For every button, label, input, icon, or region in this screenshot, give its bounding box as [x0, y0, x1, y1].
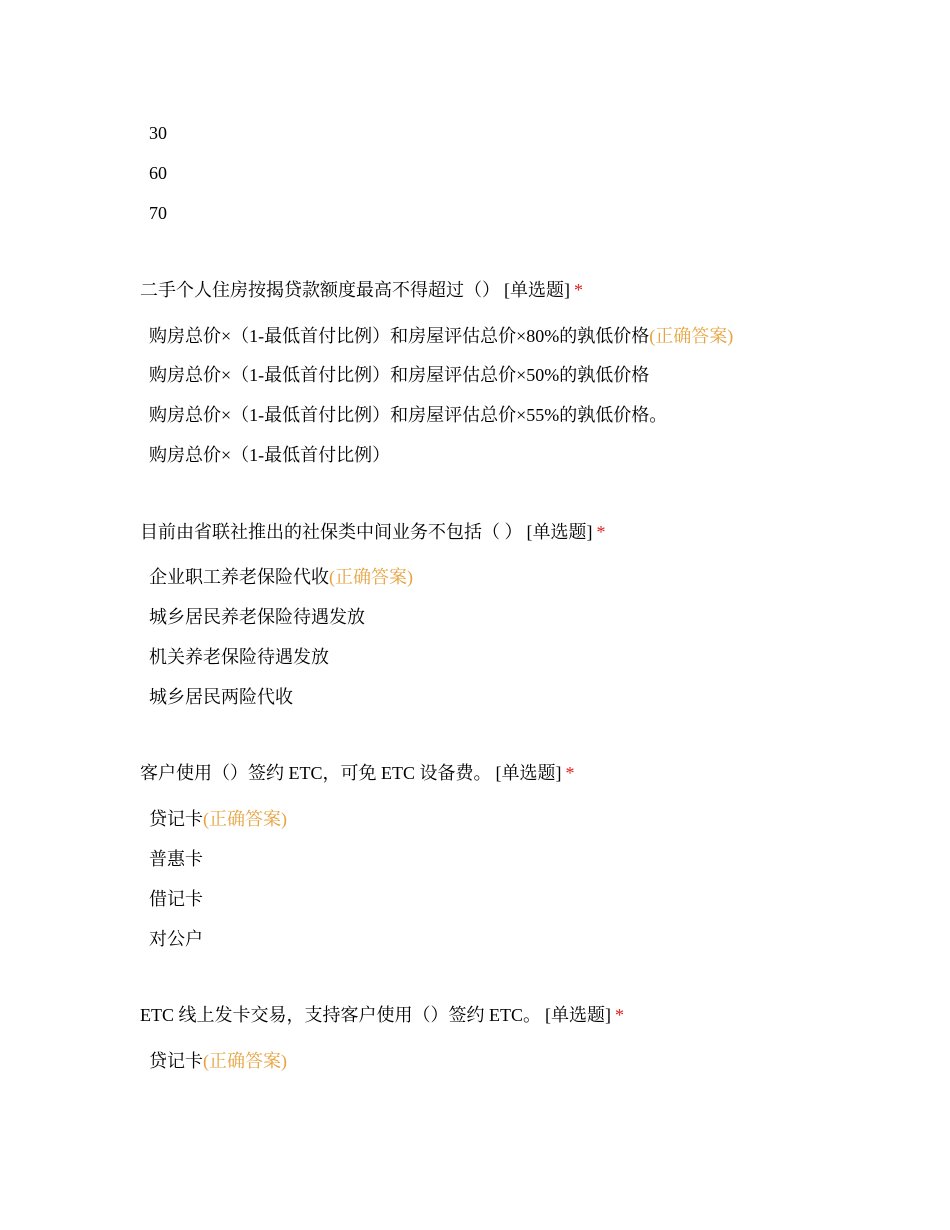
question-title: [140, 761, 575, 785]
option-label: 城乡居民两险代收: [149, 687, 293, 707]
required-mark: *: [596, 522, 606, 542]
correct-answer-tag: (正确答案): [329, 567, 413, 587]
correct-answer-tag: (正确答案): [649, 326, 734, 346]
list-item: [149, 565, 413, 589]
list-item: [149, 1049, 287, 1073]
required-mark: *: [574, 280, 583, 300]
option-label: 购房总价×（1-最低首付比例）: [149, 445, 391, 465]
question-text: 客户使用（）签约 ETC，可免 ETC 设备费。: [140, 763, 492, 783]
question-type: [单选题]: [545, 1005, 611, 1025]
question-text: ETC 线上发卡交易，支持客户使用（）签约 ETC。: [140, 1005, 541, 1025]
option-label: 购房总价×（1-最低首付比例）和房屋评估总价×50%的孰低价格: [149, 365, 650, 385]
option-label: 企业职工养老保险代收: [149, 567, 329, 587]
option-label: 对公户: [149, 929, 203, 949]
question-text: 二手个人住房按揭贷款额度最高不得超过（）: [140, 280, 500, 300]
option-label: 60: [149, 163, 167, 183]
option-label: 30: [149, 123, 167, 143]
list-item: [149, 927, 203, 951]
question-type: [单选题]: [495, 763, 562, 783]
question-title: [140, 278, 583, 302]
correct-answer-tag: (正确答案): [203, 809, 287, 829]
list-item: [149, 121, 167, 145]
question-title: [140, 1003, 624, 1027]
required-mark: *: [565, 763, 575, 783]
list-item: [149, 443, 390, 467]
list-item: [149, 807, 287, 831]
list-item: [149, 201, 167, 225]
option-label: 机关养老保险待遇发放: [149, 647, 329, 667]
required-mark: *: [615, 1005, 624, 1025]
list-item: [149, 324, 733, 348]
list-item: [149, 363, 649, 387]
option-label: 贷记卡: [149, 1051, 203, 1071]
option-label: 贷记卡: [149, 809, 203, 829]
correct-answer-tag: (正确答案): [203, 1051, 287, 1071]
option-label: 借记卡: [149, 889, 203, 909]
list-item: [149, 161, 167, 185]
question-type: [单选题]: [526, 522, 593, 542]
question-text: 目前由省联社推出的社保类中间业务不包括（ ）: [140, 522, 523, 542]
list-item: [149, 685, 293, 709]
option-label: 购房总价×（1-最低首付比例）和房屋评估总价×55%的孰低价格。: [149, 405, 668, 425]
list-item: [149, 645, 329, 669]
question-type: [单选题]: [504, 280, 570, 300]
list-item: [149, 847, 203, 871]
option-label: 购房总价×（1-最低首付比例）和房屋评估总价×80%的孰低价格: [149, 326, 650, 346]
list-item: [149, 887, 203, 911]
question-title: [140, 520, 606, 544]
list-item: [149, 605, 365, 629]
list-item: [149, 403, 667, 427]
option-label: 普惠卡: [149, 849, 203, 869]
option-label: 70: [149, 203, 167, 223]
option-label: 城乡居民养老保险待遇发放: [149, 607, 365, 627]
